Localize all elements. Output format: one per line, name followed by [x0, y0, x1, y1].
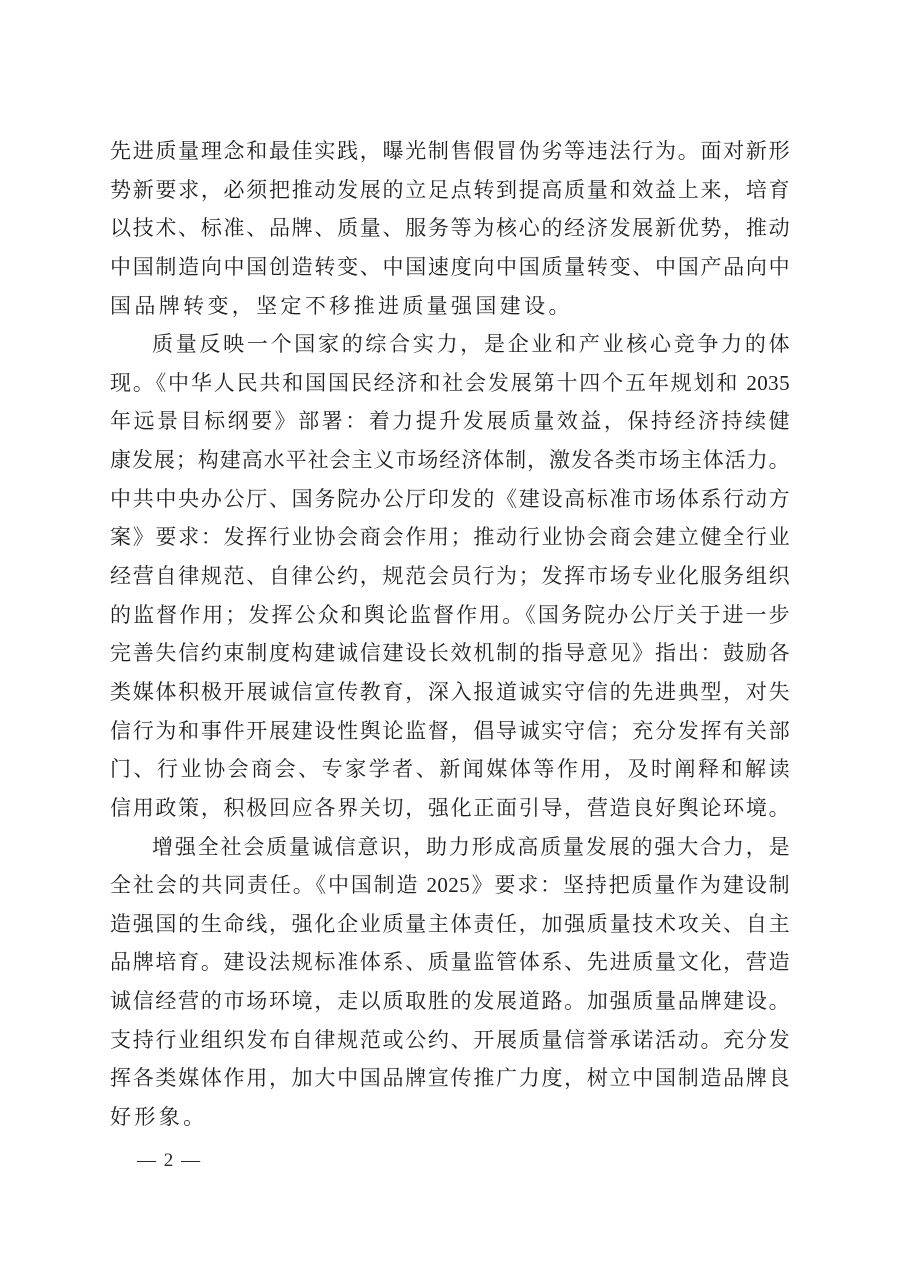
- text-line: 支持行业组织发布自律规范或公约、开展质量信誉承诺活动。充分发: [110, 1027, 790, 1052]
- text-line: 完善失信约束制度构建诚信建设长效机制的指导意见》指出：鼓励各: [110, 641, 790, 666]
- text-line: 势新要求，必须把推动发展的立足点转到提高质量和效益上来，培育: [110, 177, 790, 202]
- text-line: 年远景目标纲要》部署：着力提升发展质量效益，保持经济持续健: [110, 409, 790, 434]
- text-line: 增强全社会质量诚信意识，助力形成高质量发展的强大合力，是: [152, 834, 790, 859]
- text-line: 的监督作用；发挥公众和舆论监督作用。《国务院办公厅关于进一步: [110, 602, 790, 627]
- text-line: 质量反映一个国家的综合实力，是企业和产业核心竞争力的体: [152, 332, 790, 357]
- text-line: 经营自律规范、自律公约，规范会员行为；发挥市场专业化服务组织: [110, 564, 790, 589]
- text-line: 类媒体积极开展诚信宣传教育，深入报道诚实守信的先进典型，对失: [110, 679, 790, 704]
- text-line: 诚信经营的市场环境，走以质取胜的发展道路。加强质量品牌建设。: [110, 989, 790, 1014]
- text-line: 门、行业协会商会、专家学者、新闻媒体等作用，及时阐释和解读: [110, 757, 790, 782]
- text-line: 造强国的生命线，强化企业质量主体责任，加强质量技术攻关、自主: [110, 911, 790, 936]
- paragraph: [110, 828, 790, 1137]
- text-line: 信行为和事件开展建设性舆论监督，倡导诚实守信；充分发挥有关部: [110, 718, 790, 743]
- text-line: 中共中央办公厅、国务院办公厅印发的《建设高标准市场体系行动方: [110, 486, 790, 511]
- page-number: — 2 —: [137, 1150, 202, 1171]
- body-text: [110, 132, 790, 1137]
- text-line: 挥各类媒体作用，加大中国品牌宣传推广力度，树立中国制造品牌良: [110, 1066, 790, 1091]
- text-line: 国品牌转变，坚定不移推进质量强国建设。: [110, 293, 573, 318]
- text-line: 全社会的共同责任。《中国制造 2025》要求：坚持把质量作为建设制: [110, 873, 790, 898]
- paragraph: [110, 325, 790, 827]
- text-line: 先进质量理念和最佳实践，曝光制售假冒伪劣等违法行为。面对新形: [110, 139, 790, 163]
- text-line: 现。《中华人民共和国国民经济和社会发展第十四个五年规划和 2035: [110, 370, 790, 395]
- text-line: 案》要求：发挥行业协会商会作用；推动行业协会商会建立健全行业: [110, 525, 790, 550]
- text-line: 品牌培育。建设法规标准体系、质量监管体系、先进质量文化，营造: [110, 950, 790, 975]
- text-line: 中国制造向中国创造转变、中国速度向中国质量转变、中国产品向中: [110, 254, 790, 279]
- text-line: 好形象。: [110, 1105, 208, 1130]
- text-line: 以技术、标准、品牌、质量、服务等为核心的经济发展新优势，推动: [110, 216, 790, 241]
- paragraph: [110, 132, 790, 325]
- text-line: 信用政策，积极回应各界关切，强化正面引导，营造良好舆论环境。: [110, 795, 790, 820]
- text-line: 康发展；构建高水平社会主义市场经济体制，激发各类市场主体活力。: [110, 448, 790, 473]
